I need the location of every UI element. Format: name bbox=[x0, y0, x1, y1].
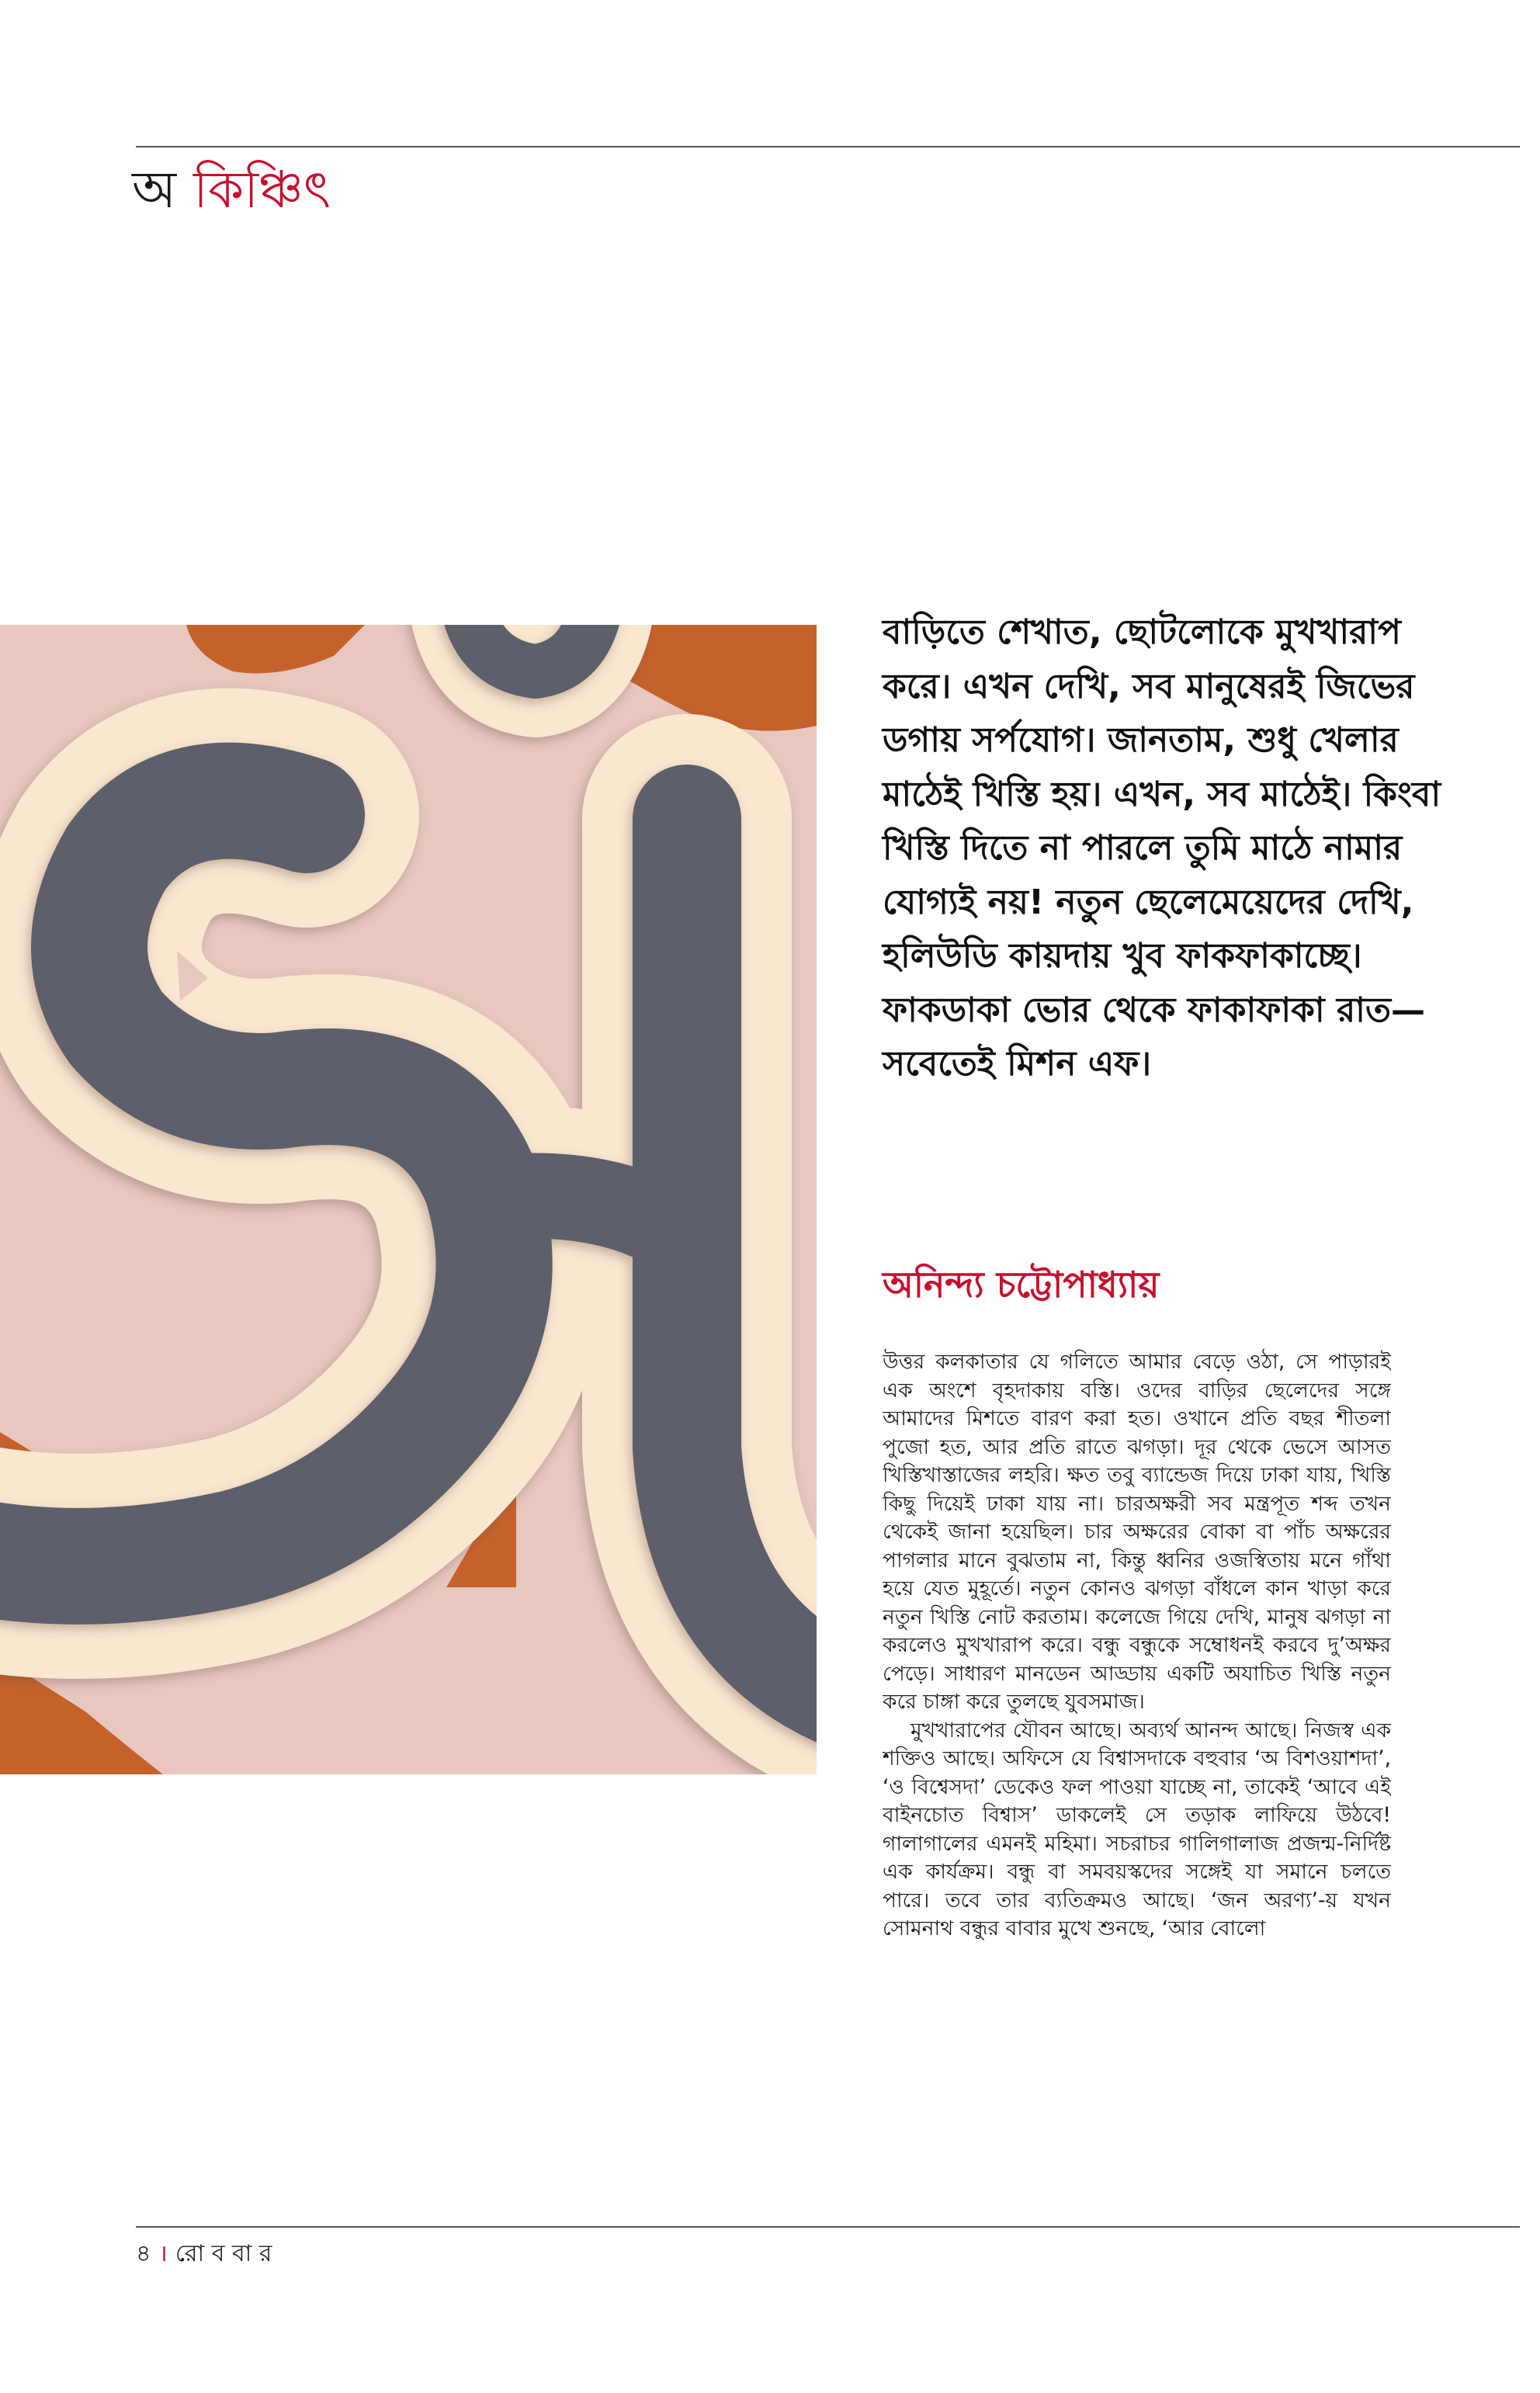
illustration-letter-art bbox=[0, 625, 817, 1774]
section-prefix: অ bbox=[132, 160, 177, 220]
body-paragraph: মুখখারাপের যৌবন আছে। অব্যর্থ আনন্দ আছে। নিজস্ব এক শক্তিও আছে। অফিসে যে বিশ্বাসদাকে বহুবার ‘অ বিশওয়াশদা’, ‘ও বিশ্বেসদা’ ডেকেও ফল পাওয়া যাচ্ছে না, তাকেই ‘আবে এই বাইনচোত বিশ্বাস’ ডাকলেই সে তড়াক লাফিয়ে উঠবে! গালাগালের এমনই মহিমা। সচরাচর গালিগালাজ প্রজন্ম-নির্দিষ্ট এক কার্যক্রম। বন্ধু বা সমবয়স্কদের সঙ্গেই যা সমানে চলতে পারে। তবে তার ব্যতিক্রমও আছে। ‘জন অরণ্য’-য় যখন সোমনাথ বন্ধুর বাবার মুখে শুনছে, ‘আর বোলো bbox=[883, 1718, 1391, 1940]
pull-quote: বাড়িতে শেখাত, ছোটলোকে মুখখারাপ করে। এখন দেখি, সব মানুষেরই জিভের ডগায় সর্পযোগ। জানতাম, শুধু খেলার মাঠেই খিস্তি হয়। এখন, সব মাঠেই। কিংবা খিস্তি দিতে না পারলে তুমি মাঠে নামার যোগ্যই নয়! নতুন ছেলেমেয়েদের দেখি, হলিউডি কায়দায় খুব ফাকফাকাচ্ছে। ফাকডাকা ভোর থেকে ফাকাফাকা রাত— সবেতেই মিশন এফ। bbox=[883, 612, 1441, 1084]
magazine-name: রো ব বা র bbox=[175, 2240, 272, 2267]
footer-separator: । bbox=[158, 2240, 168, 2267]
top-rule bbox=[136, 146, 1520, 147]
page-number: ৪ bbox=[136, 2240, 151, 2267]
bottom-rule bbox=[136, 2226, 1520, 2228]
section-title bbox=[132, 155, 331, 225]
body-paragraph: উত্তর কলকাতার যে গলিতে আমার বেড়ে ওঠা, সে পাড়ারই এক অংশে বৃহদাকায় বস্তি। ওদের বাড়ির ছেলেদের সঙ্গে আমাদের মিশতে বারণ করা হত। ওখানে প্রতি বছর শীতলা পুজো হত, আর প্রতি রাতে ঝগড়া। দূর থেকে ভেসে আসত খিস্তিখাস্তাজের লহরি। ক্ষত তবু ব্যান্ডেজ দিয়ে ঢাকা যায়, খিস্তি কিছু দিয়েই ঢাকা যায় না। চারঅক্ষরী সব মন্ত্রপূত শব্দ তখন থেকেই জানা হয়েছিল। চার অক্ষরের বোকা বা পাঁচ অক্ষরের পাগলার মানে বুঝতাম না, কিন্তু ধ্বনির ওজস্বিতায় মনে গাঁথা হয়ে যেত মুহূর্তে। নতুন কোনও ঝগড়া বাঁধলে কান খাড়া করে নতুন খিস্তি নোট করতাম। কলেজে গিয়ে দেখি, মানুষ ঝগড়া না করলেও মুখখারাপ করে। বন্ধু বন্ধুকে সম্বোধনই করবে দু’অক্ষর পেড়ে। সাধারণ মানডেন আড্ডায় একটি অযাচিত খিস্তি নতুন করে চাঙ্গা করে তুলছে যুবসমাজ। bbox=[883, 1350, 1391, 1714]
author-byline: অনিন্দ্য চট্টোপাধ্যায় bbox=[883, 1264, 1160, 1306]
section-name: কিঞ্চিৎ bbox=[193, 160, 331, 220]
article-body bbox=[883, 1348, 1391, 2187]
page-footer bbox=[136, 2237, 272, 2271]
